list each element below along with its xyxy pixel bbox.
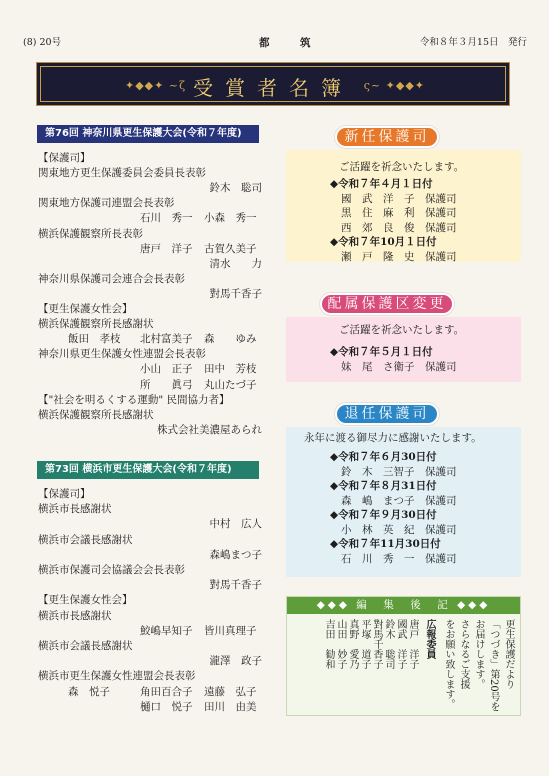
appointment-date: ◆令和７年５月１日付 [330,346,433,358]
award-name: 神奈川県更生保護女性連盟会長表彰 [38,348,206,361]
recipient-name: 瀧澤 政子 [209,655,262,668]
award-name: 横浜保護観察所長表彰 [38,227,143,240]
editorial-message-line: をお願い致します。 [443,619,454,709]
appointment-date: ◆令和７年９月30日付 [330,509,437,521]
banner-ornament-left: ✦◆◆✦ ~ζ [125,79,187,92]
banner-ornament-right: ς~ ✦◆◆✦ [363,79,425,92]
award-name: 横浜市長感謝状 [38,609,112,622]
award-name: 横浜市長感謝状 [38,503,112,516]
editorial-message-line: 「つづき」第20号を [488,619,499,712]
committee-member: 吉田 勧和 [323,619,334,669]
appointment-date: ◆令和７年10月１日付 [330,236,437,248]
award-name: 関東地方保護司連盟会長表彰 [38,197,175,210]
recipient-name: 樋口 悦子 [140,700,193,713]
award-name: 横浜市会議長感謝状 [38,640,133,652]
committee-member: 平塚 道子 [359,619,370,669]
recipient-name: 皆川真理子 [204,624,257,637]
change-greeting: ご活躍を祈念いたします。 [339,324,465,336]
editorial-message-line: お届けします。 [473,619,484,689]
category-heading: 【保護司】 [38,488,91,500]
newsletter-title: 都 筑 [259,37,321,49]
category-heading: 【更生保護女性会】 [38,594,133,607]
recipient-name: 鮫嶋早知子 [140,624,193,637]
recipient-name: 對馬千香子 [209,579,262,592]
recipient-name: 鈴木 聡司 [209,182,262,195]
appointment-date: ◆令和７年４月１日付 [330,178,433,190]
award-name: 横浜保護観察所長感謝状 [38,318,154,331]
recipient-name: 森 悦子 [68,685,110,698]
category-heading: 【更生保護女性会】 [38,303,133,315]
award-name: 神奈川県保護司会連合会長表彰 [38,272,185,285]
officer-name: 黒 住 麻 利 保護司 [341,207,457,219]
committee-member: 鈴木 聡司 [383,619,394,669]
page-title: 受賞者名簿 [193,76,353,100]
recipient-name: 北村富美子 [140,333,193,346]
award-name: 関東地方更生保護委員会委員長表彰 [38,167,206,180]
officer-name: 鈴 木 三智子 保護司 [341,465,457,478]
award-name: 横浜保護観察所長感謝状 [38,408,154,421]
recipient-name: 丸山たづ子 [204,378,257,391]
committee-member: 山田 妙子 [335,619,346,669]
recipient-name: 對馬千香子 [209,287,262,300]
editorial-message-line: さらなるご支援 [458,619,469,689]
recipient-name: 所 眞弓 [140,378,193,391]
officer-name: 石 川 秀 一 保護司 [341,552,457,565]
recipient-name: 飯田 孝枝 [68,333,121,346]
category-heading: 【保護司】 [38,152,91,164]
retired-officers-pill: 退任保護司 [335,403,439,425]
officer-name: 小 林 英 紀 保護司 [341,523,457,536]
recipient-name: 古賀久美子 [204,242,257,255]
recipient-name: 唐戸 洋子 [140,242,193,255]
recipient-name: 遠藤 弘子 [204,685,257,698]
new-officers-pill: 新任保護司 [335,126,439,148]
recipient-name: 小山 正子 [140,363,193,376]
committee-member: 唐戸 洋子 [407,619,418,669]
award-name: 横浜市更生保護女性連盟会長表彰 [38,670,196,683]
committee-member: 對馬千香子 [371,619,382,669]
officer-name: 妹 尾 さ衛子 保護司 [341,360,457,373]
recipient-name: 中村 広人 [209,518,262,531]
recipient-name: 小森 秀一 [204,212,257,225]
retire-greeting: 永年に渡る御尽力に感謝いたします。 [304,432,482,444]
district-change-pill: 配属保護区変更 [320,293,454,315]
recipient-name: 株式会社美濃屋あられ [157,423,262,436]
officer-name: 西 郊 良 俊 保護司 [341,221,457,234]
appointment-date: ◆令和７年６月30日付 [330,451,437,463]
recipient-name: 森 ゆみ [204,333,257,346]
officer-name: 國 武 洋 子 保護司 [341,192,457,205]
recipient-name: 田川 由美 [204,700,257,713]
recipient-name: 森嶋まつ子 [209,548,262,561]
section-heading-yokohama: 第73回 横浜市更生保護大会(令和７年度) [37,461,259,479]
page-number: (8) 20号 [23,37,62,48]
committee-member: 真野 愛乃 [347,619,358,669]
award-name: 横浜市保護司会協議会会長表彰 [38,564,185,576]
category-heading: 【"社会を明るくする運動" 民間協力者】 [38,393,230,406]
editorial-box [286,596,521,716]
committee-member: 國武 洋子 [395,619,406,669]
appointment-date: ◆令和７年８月31日付 [330,480,437,492]
recipient-name: 田中 芳枝 [204,363,257,376]
recipient-name: 石川 秀一 [140,212,193,225]
issue-date: 令和８年３月15日 発行 [419,37,527,48]
officer-name: 瀬 戸 隆 史 保護司 [341,250,457,263]
editorial-message-line: 更生保護だより [503,619,514,689]
new-greeting: ご活躍を祈念いたします。 [339,161,465,173]
section-heading-kanagawa: 第76回 神奈川県更生保護大会(令和７年度) [37,125,259,143]
recipient-name: 角田百合子 [140,685,193,698]
officer-name: 森 嶋 まつ子 保護司 [341,494,457,507]
award-name: 横浜市会議長感謝状 [38,533,133,546]
committee-label: 広報委員 [424,619,435,659]
editorial-heading: ◆◆◆ 編 集 後 記 ◆◆◆ [287,597,520,614]
title-banner [36,62,510,106]
recipient-name: 清水 力 [209,257,262,270]
appointment-date: ◆令和７年11月30日付 [330,538,441,550]
